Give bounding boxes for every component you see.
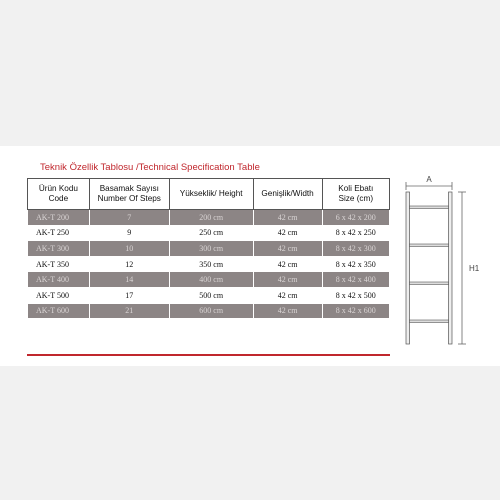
cell-width: 42 cm: [253, 210, 322, 226]
table-row: [28, 272, 390, 288]
table-row: [28, 256, 390, 272]
header-height: [169, 179, 253, 210]
ladder-step: [410, 282, 449, 285]
cell-width: 42 cm: [253, 272, 322, 288]
cell-box: 8 x 42 x 500: [322, 287, 389, 303]
header-width: [253, 179, 322, 210]
cell-code: AK-T 350: [28, 256, 90, 272]
ladder-diagram: [398, 172, 498, 352]
title-separator: /: [135, 162, 139, 173]
cell-width: 42 cm: [253, 241, 322, 257]
cell-code: AK-T 200: [28, 210, 90, 226]
cell-width: 42 cm: [253, 287, 322, 303]
cell-box: 8 x 42 x 600: [322, 303, 389, 319]
cell-box: 8 x 42 x 350: [322, 256, 389, 272]
cell-code: AK-T 300: [28, 241, 90, 257]
header-box-tr: Koli Ebatı: [338, 184, 374, 193]
cell-steps: 10: [89, 241, 169, 257]
ladder-step: [410, 206, 449, 209]
cell-steps: 21: [89, 303, 169, 319]
title-turkish: Teknik Özellik Tablosu: [40, 162, 134, 173]
cell-height: 350 cm: [169, 256, 253, 272]
table-row: [28, 225, 390, 241]
right-rail: [449, 192, 453, 344]
cell-code: AK-T 600: [28, 303, 90, 319]
header-steps-en: Number Of Steps: [97, 194, 161, 203]
header-steps-tr: Basamak Sayısı: [99, 184, 159, 193]
ladder-step: [410, 244, 449, 247]
cell-code: AK-T 250: [28, 225, 90, 241]
cell-height: 500 cm: [169, 287, 253, 303]
cell-box: 6 x 42 x 200: [322, 210, 389, 226]
table-title: [40, 162, 260, 173]
cell-steps: 9: [89, 225, 169, 241]
header-code-tr: Ürün Kodu: [38, 184, 78, 193]
header-row: [28, 179, 390, 210]
spec-table: [27, 178, 390, 319]
table-row: [28, 210, 390, 226]
cell-code: AK-T 500: [28, 287, 90, 303]
height-label: H1: [469, 264, 480, 273]
cell-box: 8 x 42 x 300: [322, 241, 389, 257]
accent-divider: [27, 354, 390, 356]
cell-width: 42 cm: [253, 225, 322, 241]
cell-steps: 12: [89, 256, 169, 272]
cell-steps: 7: [89, 210, 169, 226]
cell-height: 250 cm: [169, 225, 253, 241]
header-code-en: Code: [48, 194, 69, 203]
cell-code: AK-T 400: [28, 272, 90, 288]
table-row: [28, 241, 390, 257]
header-steps: [89, 179, 169, 210]
table-row: [28, 303, 390, 319]
cell-steps: 17: [89, 287, 169, 303]
cell-steps: 14: [89, 272, 169, 288]
cell-height: 200 cm: [169, 210, 253, 226]
cell-height: 600 cm: [169, 303, 253, 319]
cell-box: 8 x 42 x 400: [322, 272, 389, 288]
header-height-label: Yükseklik/ Height: [179, 189, 243, 198]
width-label: A: [426, 175, 432, 184]
cell-height: 400 cm: [169, 272, 253, 288]
left-rail: [406, 192, 410, 344]
cell-width: 42 cm: [253, 303, 322, 319]
header-box: [322, 179, 389, 210]
title-english: Technical Specification Table: [138, 162, 260, 173]
header-box-en: Size (cm): [338, 194, 374, 203]
header-code: [28, 179, 90, 210]
table-row: [28, 287, 390, 303]
cell-height: 300 cm: [169, 241, 253, 257]
ladder-step: [410, 320, 449, 323]
header-width-label: Genişlik/Width: [261, 189, 314, 198]
cell-box: 8 x 42 x 250: [322, 225, 389, 241]
cell-width: 42 cm: [253, 256, 322, 272]
